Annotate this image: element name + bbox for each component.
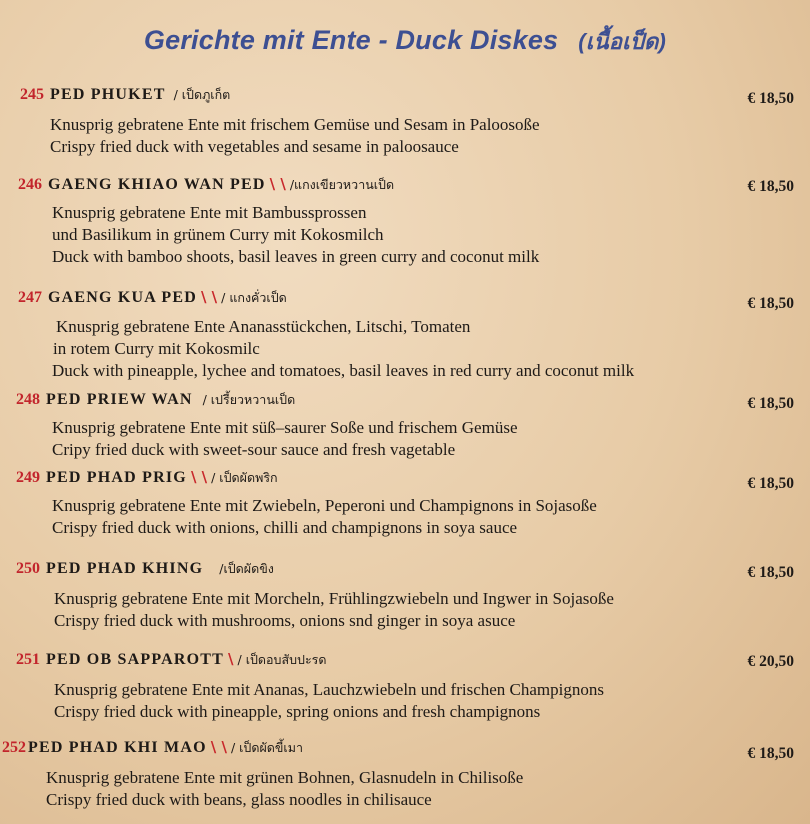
- menu-item: [0, 467, 810, 539]
- item-description: [0, 679, 810, 723]
- menu-item: [0, 389, 810, 461]
- item-price: € 20,50: [747, 653, 794, 670]
- item-number: 250: [16, 560, 40, 577]
- item-number: 247: [18, 289, 42, 306]
- description-line: Knusprig gebratene Ente mit Bambussprossen: [52, 203, 367, 222]
- item-price: € 18,50: [747, 745, 794, 762]
- description-line: Duck with pineapple, lychee and tomatoes, basil leaves in red curry and coconut milk: [52, 361, 635, 380]
- description-line: in rotem Curry mit Kokosmilc: [53, 339, 260, 358]
- item-price: € 18,50: [747, 178, 794, 195]
- item-name: GAENG KHIAO WAN PED: [48, 176, 266, 193]
- item-thai-name: / เปรี้ยวหวานเป็ด: [202, 392, 296, 407]
- description-line: Crispy fried duck with onions, chilli and champignons in soya sauce: [52, 518, 518, 537]
- item-number: 248: [16, 391, 40, 408]
- description-line: Cripy fried duck with sweet-sour sauce and fresh vagetable: [52, 440, 456, 459]
- menu-item: [0, 649, 810, 723]
- description-line: Crispy fried duck with mushrooms, onions snd ginger in soya asuce: [54, 611, 516, 630]
- item-name: PED PHUKET: [50, 86, 166, 103]
- item-price: € 18,50: [747, 395, 794, 412]
- item-thai-name: / เป็ดภูเก็ต: [173, 87, 231, 102]
- chili-icon: \ \: [200, 288, 218, 306]
- item-heading: [0, 174, 810, 196]
- title-text: Gerichte mit Ente - Duck Diskes: [143, 25, 559, 55]
- item-description-en: [0, 360, 810, 382]
- item-name: GAENG KUA PED: [48, 289, 197, 306]
- item-name: PED PHAD PRIG: [46, 469, 187, 486]
- chili-icon: \ \: [210, 738, 227, 756]
- item-number: 249: [16, 469, 40, 486]
- description-line: und Basilikum in grünem Curry mit Kokosmilch: [52, 225, 384, 244]
- menu-item: [0, 287, 810, 382]
- description-line: Knusprig gebratene Ente mit frischem Gemüse und Sesam in Paloosoße: [50, 115, 540, 134]
- description-line: Knusprig gebratene Ente mit Zwiebeln, Peperoni und Champignons in Sojasoße: [52, 496, 597, 515]
- item-price: € 18,50: [747, 475, 794, 492]
- title-thai: (เนื้อเป็ด): [578, 29, 667, 54]
- item-description: [0, 495, 810, 539]
- menu-item: [0, 174, 810, 268]
- item-number: 251: [16, 651, 40, 668]
- item-price: € 18,50: [747, 295, 794, 312]
- item-price: € 18,50: [747, 564, 794, 581]
- page-title: [0, 24, 810, 59]
- item-heading: [0, 649, 810, 671]
- chili-icon: \: [228, 650, 234, 668]
- item-thai-name: /เป็ดผัดขิง: [219, 561, 274, 576]
- item-heading: [0, 389, 810, 411]
- item-name: PED OB SAPPAROTT: [46, 651, 225, 668]
- item-description: [0, 202, 810, 268]
- menu-item: [0, 737, 810, 811]
- item-thai-name: / เป็ดผัดขี้เมา: [230, 740, 303, 755]
- item-heading: [0, 558, 810, 580]
- item-heading: [0, 467, 810, 492]
- item-name: PED PHAD KHI MAO: [28, 739, 207, 756]
- item-number: 252: [2, 739, 26, 756]
- item-number: 246: [18, 176, 42, 193]
- description-line: Crispy fried duck with beans, glass noodles in chilisauce: [46, 790, 432, 809]
- menu-item: [0, 84, 810, 158]
- description-line: Knusprig gebratene Ente mit grünen Bohnen, Glasnudeln in Chilisoße: [46, 768, 524, 787]
- item-name: PED PRIEW WAN: [46, 391, 193, 408]
- item-description: [0, 767, 810, 811]
- chili-icon: \ \: [190, 468, 208, 486]
- item-number: 245: [20, 86, 44, 103]
- description-line: Duck with bamboo shoots, basil leaves in green curry and coconut milk: [52, 247, 540, 266]
- item-description: [0, 316, 810, 338]
- menu-item: [0, 558, 810, 632]
- item-thai-name: / เป็ดอบสับปะรด: [237, 652, 327, 667]
- item-description-cont: [0, 338, 810, 360]
- item-price: € 18,50: [747, 90, 794, 107]
- item-description: [0, 588, 810, 632]
- description-line: Crispy fried duck with pineapple, spring onions and fresh champignons: [54, 702, 541, 721]
- item-description: [0, 114, 810, 158]
- description-line: Knusprig gebratene Ente mit Morcheln, Frühlingzwiebeln und Ingwer in Sojasoße: [54, 589, 614, 608]
- item-thai-name: / เป็ดผัดพริก: [211, 470, 278, 485]
- item-heading: [0, 737, 810, 762]
- description-line: Crispy fried duck with vegetables and sesame in paloosauce: [50, 137, 459, 156]
- description-line: Knusprig gebratene Ente Ananasstückchen, Litschi, Tomaten: [56, 317, 471, 336]
- item-thai-name: /แกงเขียวหวานเป็ด: [289, 177, 395, 192]
- item-name: PED PHAD KHING: [46, 560, 204, 577]
- chili-icon: \ \: [269, 175, 286, 193]
- item-heading: [0, 84, 810, 106]
- description-line: Knusprig gebratene Ente mit Ananas, Lauchzwiebeln und frischen Champignons: [54, 680, 604, 699]
- item-thai-name: / แกงคั่วเป็ด: [221, 290, 287, 305]
- item-description: [0, 417, 810, 461]
- item-heading: [0, 287, 810, 312]
- description-line: Knusprig gebratene Ente mit süß–saurer Soße und frischem Gemüse: [52, 418, 518, 437]
